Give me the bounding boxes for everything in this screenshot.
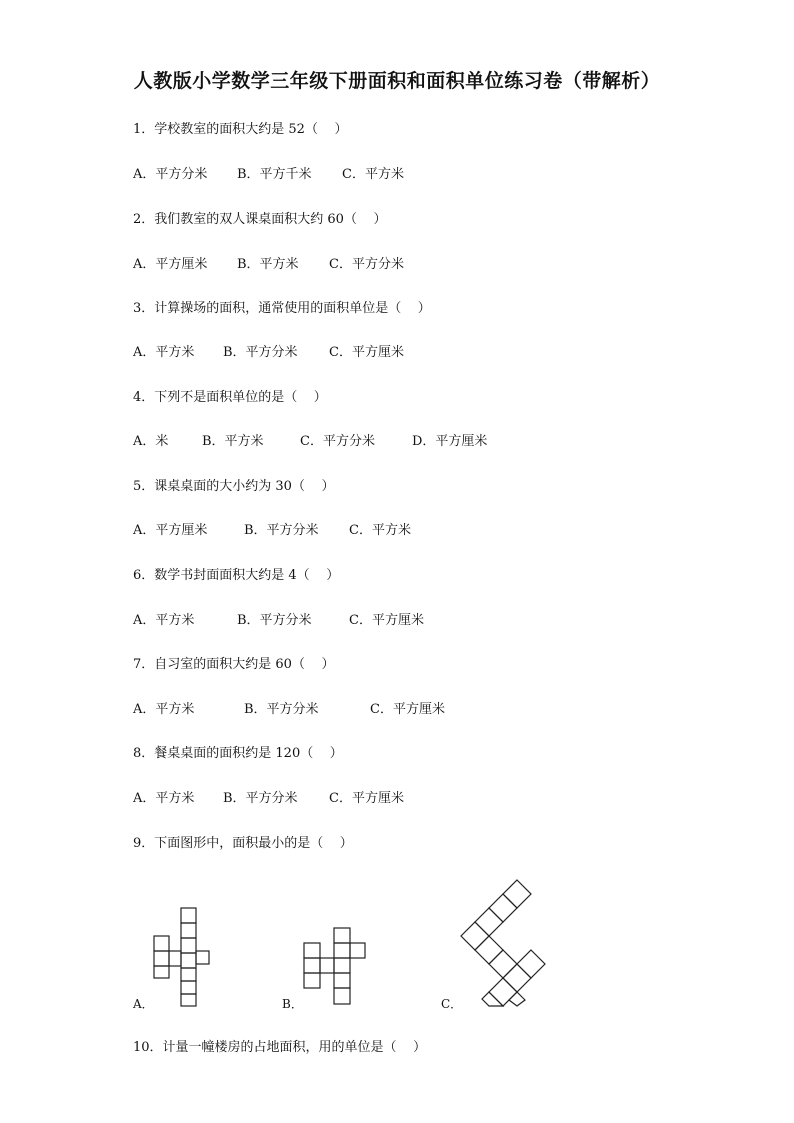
q4-option-d: D．平方厘米 (412, 434, 488, 449)
q3-option-b: B．平方分米 (223, 345, 298, 360)
q2-option-a: A．平方厘米 (133, 257, 208, 272)
q3-option-a: A．平方米 (133, 345, 195, 360)
question-4-stem: 4．下列不是面积单位的是（ ） (133, 390, 327, 405)
q2-option-b: B．平方米 (237, 257, 299, 272)
q8-option-b: B．平方分米 (223, 791, 298, 806)
q1-option-c: C．平方米 (342, 167, 404, 182)
question-6-stem: 6．数学书封面面积大约是 4（ ） (133, 568, 340, 583)
figure-a-grid-shape (150, 905, 215, 1010)
q2-option-c: C．平方分米 (329, 257, 404, 272)
q3-option-c: C．平方厘米 (329, 345, 404, 360)
question-2-stem: 2．我们教室的双人课桌面积大约 60（ ） (133, 212, 387, 227)
question-1-stem: 1．学校教室的面积大约是 52（ ） (133, 122, 348, 137)
q8-option-a: A．平方米 (133, 791, 195, 806)
q9-option-a: A． (133, 997, 154, 1011)
q7-option-b: B．平方分米 (244, 702, 319, 717)
q9-option-c: C． (441, 997, 463, 1011)
q6-option-b: B．平方分米 (237, 613, 312, 628)
q7-option-c: C．平方厘米 (370, 702, 445, 717)
q5-option-c: C．平方米 (349, 523, 411, 538)
figure-c-grid-shape (460, 876, 550, 1010)
q1-option-b: B．平方千米 (237, 167, 312, 182)
question-7-stem: 7．自习室的面积大约是 60（ ） (133, 657, 335, 672)
page-title: 人教版小学数学三年级下册面积和面积单位练习卷（带解析） (133, 70, 661, 92)
question-10-stem: 10．计量一幢楼房的占地面积，用的单位是（ ） (133, 1040, 427, 1055)
q5-option-a: A．平方厘米 (133, 523, 208, 538)
q6-option-a: A．平方米 (133, 613, 195, 628)
q4-option-c: C．平方分米 (300, 434, 375, 449)
q4-option-b: B．平方米 (202, 434, 264, 449)
q1-option-a: A．平方分米 (133, 167, 208, 182)
q5-option-b: B．平方分米 (244, 523, 319, 538)
question-5-stem: 5．课桌桌面的大小约为 30（ ） (133, 479, 335, 494)
question-3-stem: 3．计算操场的面积，通常使用的面积单位是（ ） (133, 301, 431, 316)
question-8-stem: 8．餐桌桌面的面积约是 120（ ） (133, 746, 343, 761)
figure-b-grid-shape (300, 925, 370, 1010)
question-9-stem: 9．下面图形中，面积最小的是（ ） (133, 836, 353, 851)
q7-option-a: A．平方米 (133, 702, 195, 717)
q6-option-c: C．平方厘米 (349, 613, 424, 628)
q8-option-c: C．平方厘米 (329, 791, 404, 806)
q9-option-b: B． (282, 997, 303, 1011)
q4-option-a: A．米 (133, 434, 169, 449)
